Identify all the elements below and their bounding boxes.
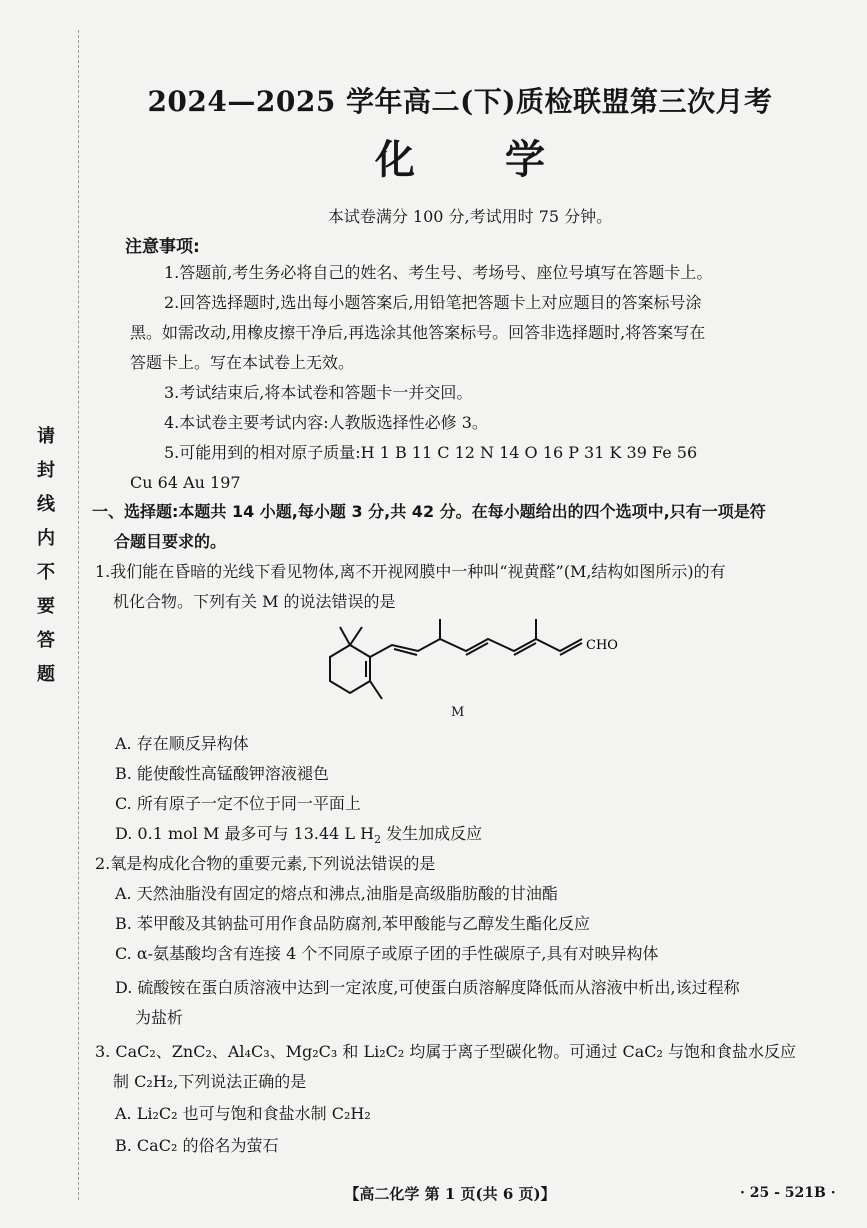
option-subscript: 2 <box>374 833 382 847</box>
question-3-stem <box>95 1037 830 1097</box>
question-2-option-c: C. α-氨基酸均含有连接 4 个不同原子或原子团的手性碳原子,具有对映异构体 <box>115 944 659 963</box>
structure-label: M <box>451 705 465 720</box>
option-text: 发生加成反应 <box>381 824 483 843</box>
binding-char: 封 <box>37 460 55 481</box>
binding-char: 答 <box>37 630 55 651</box>
question-line: 制 C₂H₂,下列说法正确的是 <box>113 1072 307 1091</box>
methyl-bond <box>340 627 350 645</box>
question-1-option-b: B. 能使酸性高锰酸钾溶液褪色 <box>115 764 329 783</box>
question-2-stem: 2.氧是构成化合物的重要元素,下列说法错误的是 <box>95 854 436 873</box>
methyl-bond <box>350 627 362 645</box>
chain-bond <box>370 639 582 657</box>
exam-info: 本试卷满分 100 分,考试用时 75 分钟。 <box>327 207 613 226</box>
note-item: 1.答题前,考生务必将自己的姓名、考生号、考场号、座位号填写在答题卡上。 <box>164 263 713 282</box>
note-item: 答题卡上。写在本试卷上无效。 <box>130 353 355 372</box>
question-1-stem <box>95 557 830 617</box>
paper-code: · 25 - 521B · <box>740 1185 836 1201</box>
note-item: 黑。如需改动,用橡皮擦干净后,再选涂其他答案标号。回答非选择题时,将答案写在 <box>130 323 706 342</box>
notes-title: 注意事项: <box>125 237 200 257</box>
ring-bond <box>330 645 370 693</box>
option-text: D. 0.1 mol M 最多可与 13.44 L H <box>115 824 375 843</box>
note-item: 4.本试卷主要考试内容:人教版选择性必修 3。 <box>164 413 488 432</box>
question-line: 1.我们能在昏暗的光线下看见物体,离不开视网膜中一种叫“视黄醛”(M,结构如图所示)的有 <box>95 562 726 581</box>
notes-list <box>130 258 820 498</box>
page-footer: 【高二化学 第 1 页(共 6 页)】 <box>344 1185 556 1203</box>
binding-char: 要 <box>37 596 55 617</box>
question-line: 机化合物。下列有关 M 的说法错误的是 <box>113 592 396 611</box>
question-2-option-a: A. 天然油脂没有固定的熔点和沸点,油脂是高级脂肪酸的甘油酯 <box>115 884 558 903</box>
binding-line <box>78 30 80 1200</box>
cho-group-label: CHO <box>586 638 618 653</box>
binding-notice <box>16 420 76 692</box>
question-2-option-d-cont: 为盐析 <box>135 1008 184 1027</box>
binding-char: 线 <box>37 494 55 515</box>
note-item: 2.回答选择题时,选出每小题答案后,用铅笔把答题卡上对应题目的答案标号涂 <box>164 293 702 312</box>
question-1-option-a: A. 存在顺反异构体 <box>115 734 249 753</box>
exam-title: 2024—2025 学年高二(下)质检联盟第三次月考 <box>147 85 773 118</box>
section-heading <box>92 497 827 557</box>
question-2-option-d: D. 硫酸铵在蛋白质溶液中达到一定浓度,可使蛋白质溶解度降低而从溶液中析出,该过程称 <box>115 978 740 997</box>
question-2-option-b: B. 苯甲酸及其钠盐可用作食品防腐剂,苯甲酸能与乙醇发生酯化反应 <box>115 914 591 933</box>
retinal-structure-diagram <box>320 617 640 727</box>
note-item: 5.可能用到的相对原子质量:H 1 B 11 C 12 N 14 O 16 P 31 K 39 Fe 56 <box>164 443 698 462</box>
section-heading-line: 合题目要求的。 <box>114 532 227 551</box>
binding-char: 不 <box>37 562 55 583</box>
note-item: Cu 64 Au 197 <box>130 473 241 492</box>
question-3-option-b: B. CaC₂ 的俗名为萤石 <box>115 1136 279 1155</box>
methyl-bond <box>370 681 382 699</box>
binding-char: 题 <box>37 664 55 685</box>
question-line: 3. CaC₂、ZnC₂、Al₄C₃、Mg₂C₃ 和 Li₂C₂ 均属于离子型碳化物。可通过 CaC₂ 与饱和食盐水反应 <box>95 1042 796 1061</box>
question-1-option-c: C. 所有原子一定不位于同一平面上 <box>115 794 361 813</box>
binding-char: 请 <box>37 426 55 447</box>
question-3-option-a: A. Li₂C₂ 也可与饱和食盐水制 C₂H₂ <box>115 1104 371 1123</box>
note-item: 3.考试结束后,将本试卷和答题卡一并交回。 <box>164 383 473 402</box>
subject-title: 化学 <box>375 136 635 183</box>
binding-char: 内 <box>37 528 55 549</box>
section-heading-line: 一、选择题:本题共 14 小题,每小题 3 分,共 42 分。在每小题给出的四个选项中,只有一项是符 <box>92 502 766 521</box>
